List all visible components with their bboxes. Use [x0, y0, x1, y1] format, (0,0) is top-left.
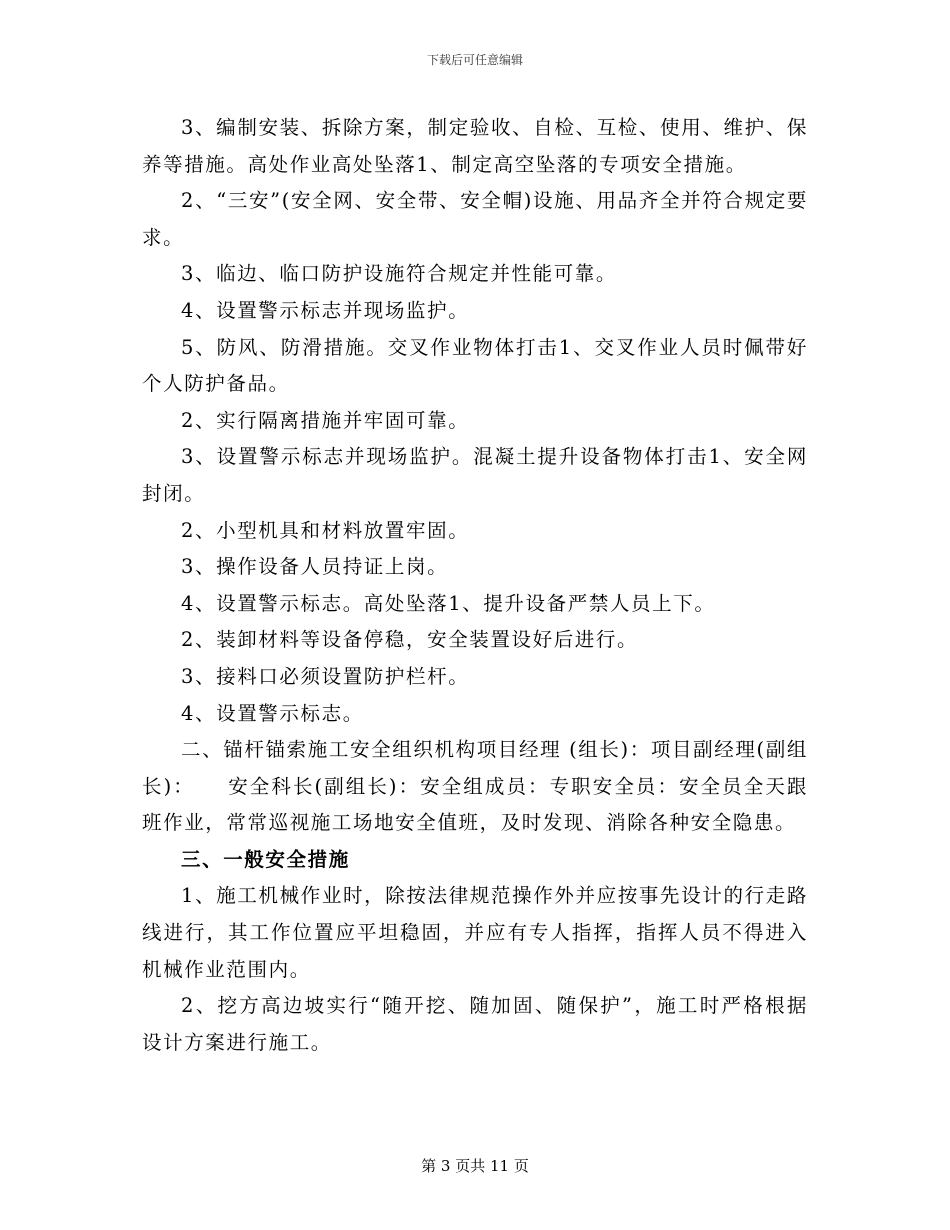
- paragraph: 2、“三安”(安全网、安全带、安全帽)设施、用品齐全并符合规定要求。: [142, 189, 808, 249]
- paragraph: 5、防风、防滑措施。交叉作业物体打击1、交叉作业人员时佩带好个人防护备品。: [142, 335, 808, 396]
- paragraph: 2、装卸材料等设备停稳，安全装置设好后进行。: [181, 628, 639, 652]
- paragraph: 2、小型机具和材料放置牢固。: [181, 518, 470, 542]
- paragraph: 3、设置警示标志并现场监护。混凝土提升设备物体打击1、安全网封闭。: [142, 445, 808, 505]
- paragraph: 3、接料口必须设置防护栏杆。: [181, 664, 470, 688]
- section-heading: 三、一般安全措施: [181, 847, 350, 871]
- paragraph: 3、临边、临口防护设施符合规定并性能可靠。: [181, 262, 618, 286]
- paragraph: 4、设置警示标志。高处坠落1、提升设备严禁人员上下。: [181, 591, 716, 615]
- document-body: [142, 110, 808, 1061]
- paragraph: 4、设置警示标志并现场监护。: [181, 298, 470, 322]
- page-header: 下载后可任意编辑: [426, 53, 523, 67]
- paragraph: 3、编制安装、拆除方案，制定验收、自检、互检、使用、维护、保养等措施。高处作业高处坠落1、制定高空坠落的专项安全措施。: [142, 116, 808, 176]
- paragraph: 1、施工机械作业时，除按法律规范操作外并应按事先设计的行走路线进行，其工作位置应平坦稳固，并应有专人指挥，指挥人员不得进入机械作业范围内。: [142, 884, 808, 981]
- paragraph: 4、设置警示标志。: [181, 701, 364, 725]
- paragraph: 3、操作设备人员持证上岗。: [181, 555, 449, 579]
- page-footer: 第 3 页共 11 页: [421, 1157, 529, 1175]
- paragraph: 2、挖方高边坡实行“随开挖、随加固、随保护”，施工时严格根据设计方案进行施工。: [142, 994, 808, 1054]
- paragraph: 二、锚杆锚索施工安全组织机构项目经理 (组长)：项目副经理(副组长)： 安全科长(副组长)：安全组成员：专职安全员：安全员全天跟班作业，常常巡视施工场地安全值班，及时发现、消除各种安全隐患。: [142, 738, 808, 835]
- paragraph: 2、实行隔离措施并牢固可靠。: [181, 408, 470, 432]
